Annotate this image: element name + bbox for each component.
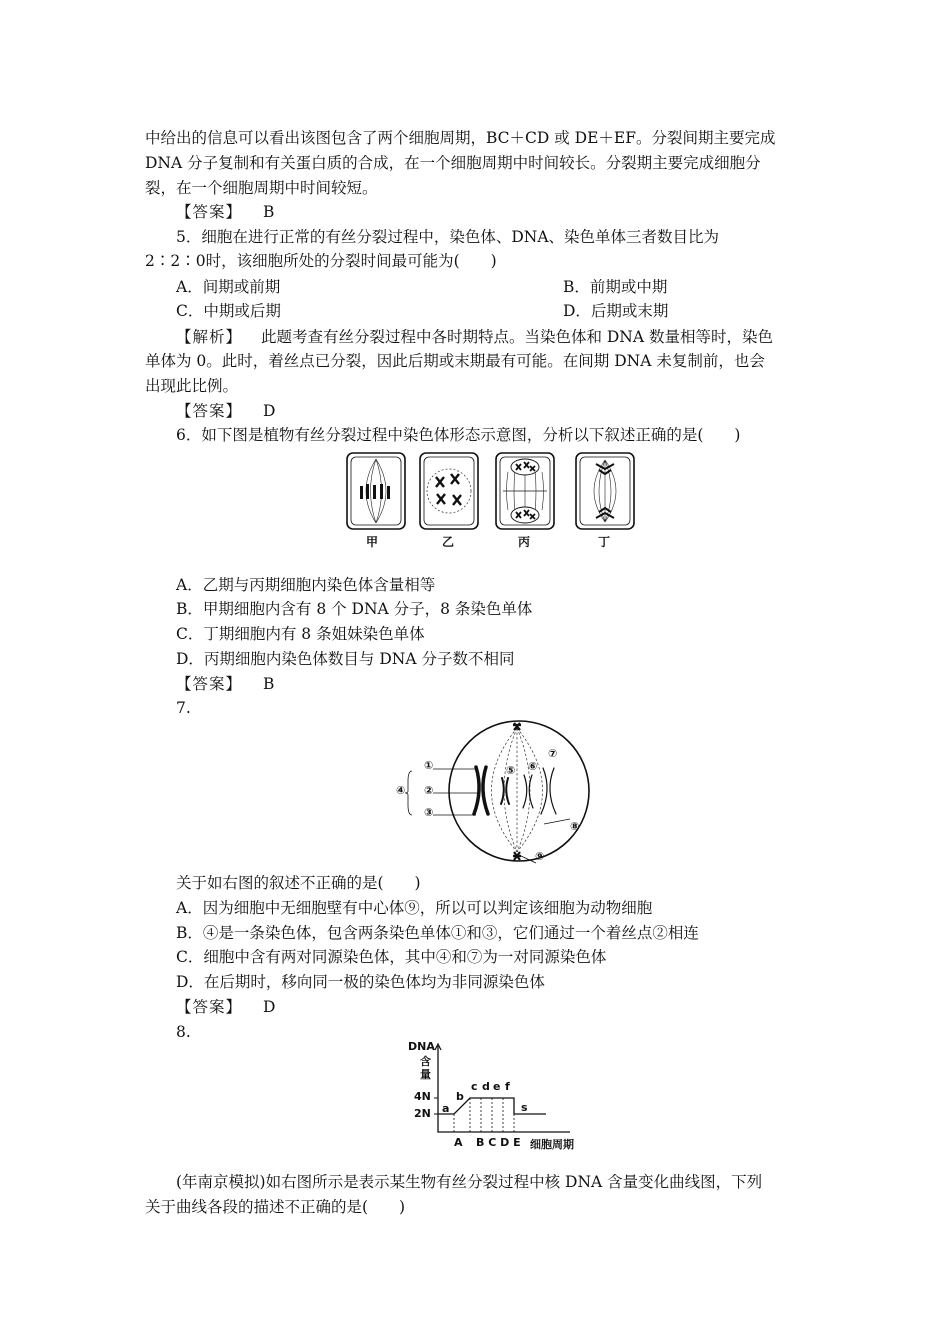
q7-stem: 关于如右图的叙述不正确的是( )	[176, 874, 421, 892]
graph-x-a: A	[454, 1136, 463, 1149]
graph-seg-b: b	[456, 1090, 464, 1103]
q7-number: 7.	[176, 699, 191, 717]
q6-answer	[176, 673, 274, 695]
graph-ylabel-han: 含	[420, 1055, 431, 1068]
intro-line-3: 裂，在一个细胞周期中时间较短。	[145, 179, 378, 197]
q6-option-d: D．丙期细胞内染色体数目与 DNA 分子数不相同	[176, 650, 515, 668]
label-6: ⑥	[528, 760, 538, 773]
cell-ding	[576, 453, 634, 529]
cell-yi	[420, 453, 478, 529]
graph-ylabel-dna: DNA	[408, 1040, 435, 1053]
intro-answer	[176, 201, 274, 223]
answer-tag: 【答案】	[176, 203, 243, 221]
answer-value: D	[262, 998, 276, 1016]
q5-answer	[176, 400, 275, 422]
q5-analysis-1	[176, 326, 773, 348]
label-3: ③	[424, 806, 434, 819]
q5-stem-1: 5．细胞在进行正常的有丝分裂过程中，染色体、DNA、染色单体三者数目比为	[176, 228, 720, 246]
graph-seg-a: a	[442, 1102, 450, 1115]
q5-option-d: D．后期或末期	[563, 302, 669, 320]
q8-stem-2: 关于曲线各段的描述不正确的是( )	[145, 1198, 406, 1216]
q7-option-b: B．④是一条染色体，包含两条染色单体①和③，它们通过一个着丝点②相连	[176, 924, 699, 942]
q5-option-a: A．间期或前期	[176, 278, 281, 296]
graph-seg-e: e	[493, 1080, 501, 1093]
graph-seg-f: f	[505, 1080, 510, 1093]
figure-label-jia: 甲	[366, 535, 379, 549]
label-1: ①	[424, 759, 434, 772]
label-8: ⑧	[570, 820, 580, 833]
q7-answer	[176, 996, 275, 1018]
figure-label-bing: 丙	[518, 535, 531, 549]
q7-option-a: A．因为细胞中无细胞壁有中心体⑨，所以可以判定该细胞为动物细胞	[176, 899, 653, 917]
graph-seg-s: s	[521, 1101, 528, 1114]
answer-value: B	[262, 675, 275, 693]
label-9: ⑨	[535, 850, 545, 863]
cell-bing	[496, 453, 554, 529]
figure-label-yi: 乙	[442, 535, 455, 549]
q5-option-b: B．前期或中期	[563, 278, 668, 296]
answer-tag: 【答案】	[176, 402, 243, 420]
q5-analysis-2: 单体为 0。此时，着丝点已分裂，因此后期或末期最有可能。在间期 DNA 未复制前，也会	[145, 352, 765, 370]
q7-option-c: C．细胞中含有两对同源染色体，其中④和⑦为一对同源染色体	[176, 948, 607, 966]
intro-line-2: DNA 分子复制和有关蛋白质的合成，在一个细胞周期中时间较长。分裂期主要完成细胞分	[145, 154, 761, 172]
graph-tick-4n: 4N	[414, 1090, 431, 1103]
q7-option-d: D．在后期时，移向同一极的染色体均为非同源染色体	[176, 973, 545, 991]
q8-number: 8.	[176, 1023, 191, 1041]
answer-tag: 【答案】	[176, 998, 243, 1016]
intro-line-1: 中给出的信息可以看出该图包含了两个细胞周期，BC＋CD 或 DE＋EF。分裂间期主要完成	[145, 129, 776, 147]
graph-x-bcde: B C D E	[476, 1136, 521, 1149]
q5-stem-2: 2∶2∶0时，该细胞所处的分裂时间最可能为( )	[145, 252, 497, 270]
answer-tag: 【答案】	[176, 675, 243, 693]
label-2: ②	[424, 784, 434, 797]
graph-x-label: 细胞周期	[530, 1138, 574, 1151]
q5-analysis-3: 出现此比例。	[145, 377, 239, 395]
q6-option-c: C．丁期细胞内有 8 条姐妹染色单体	[176, 625, 425, 643]
graph-tick-2n: 2N	[414, 1107, 431, 1120]
q6-option-a: A．乙期与丙期细胞内染色体含量相等	[176, 576, 436, 594]
label-4: ④	[396, 784, 406, 797]
q5-option-c: C．中期或后期	[176, 302, 281, 320]
label-5: ⑤	[506, 764, 516, 777]
graph-ylabel-liang: 量	[420, 1068, 431, 1081]
analysis-text: 此题考查有丝分裂过程中各时期特点。当染色体和 DNA 数量相等时，染色	[260, 328, 773, 346]
label-7: ⑦	[548, 747, 558, 760]
q6-stem: 6．如下图是植物有丝分裂过程中染色体形态示意图，分析以下叙述正确的是( )	[176, 426, 741, 444]
graph-seg-c: c	[471, 1080, 478, 1093]
answer-value: D	[262, 402, 276, 420]
q6-option-b: B．甲期细胞内含有 8 个 DNA 分子，8 条染色单体	[176, 600, 533, 618]
figure-label-ding: 丁	[598, 535, 611, 549]
analysis-tag: 【解析】	[176, 328, 243, 346]
graph-seg-d: d	[482, 1080, 490, 1093]
q8-stem-1: (年南京模拟)如右图所示是表示某生物有丝分裂过程中核 DNA 含量变化曲线图，下列	[176, 1173, 763, 1191]
answer-value: B	[262, 203, 275, 221]
cell-jia	[347, 453, 405, 529]
